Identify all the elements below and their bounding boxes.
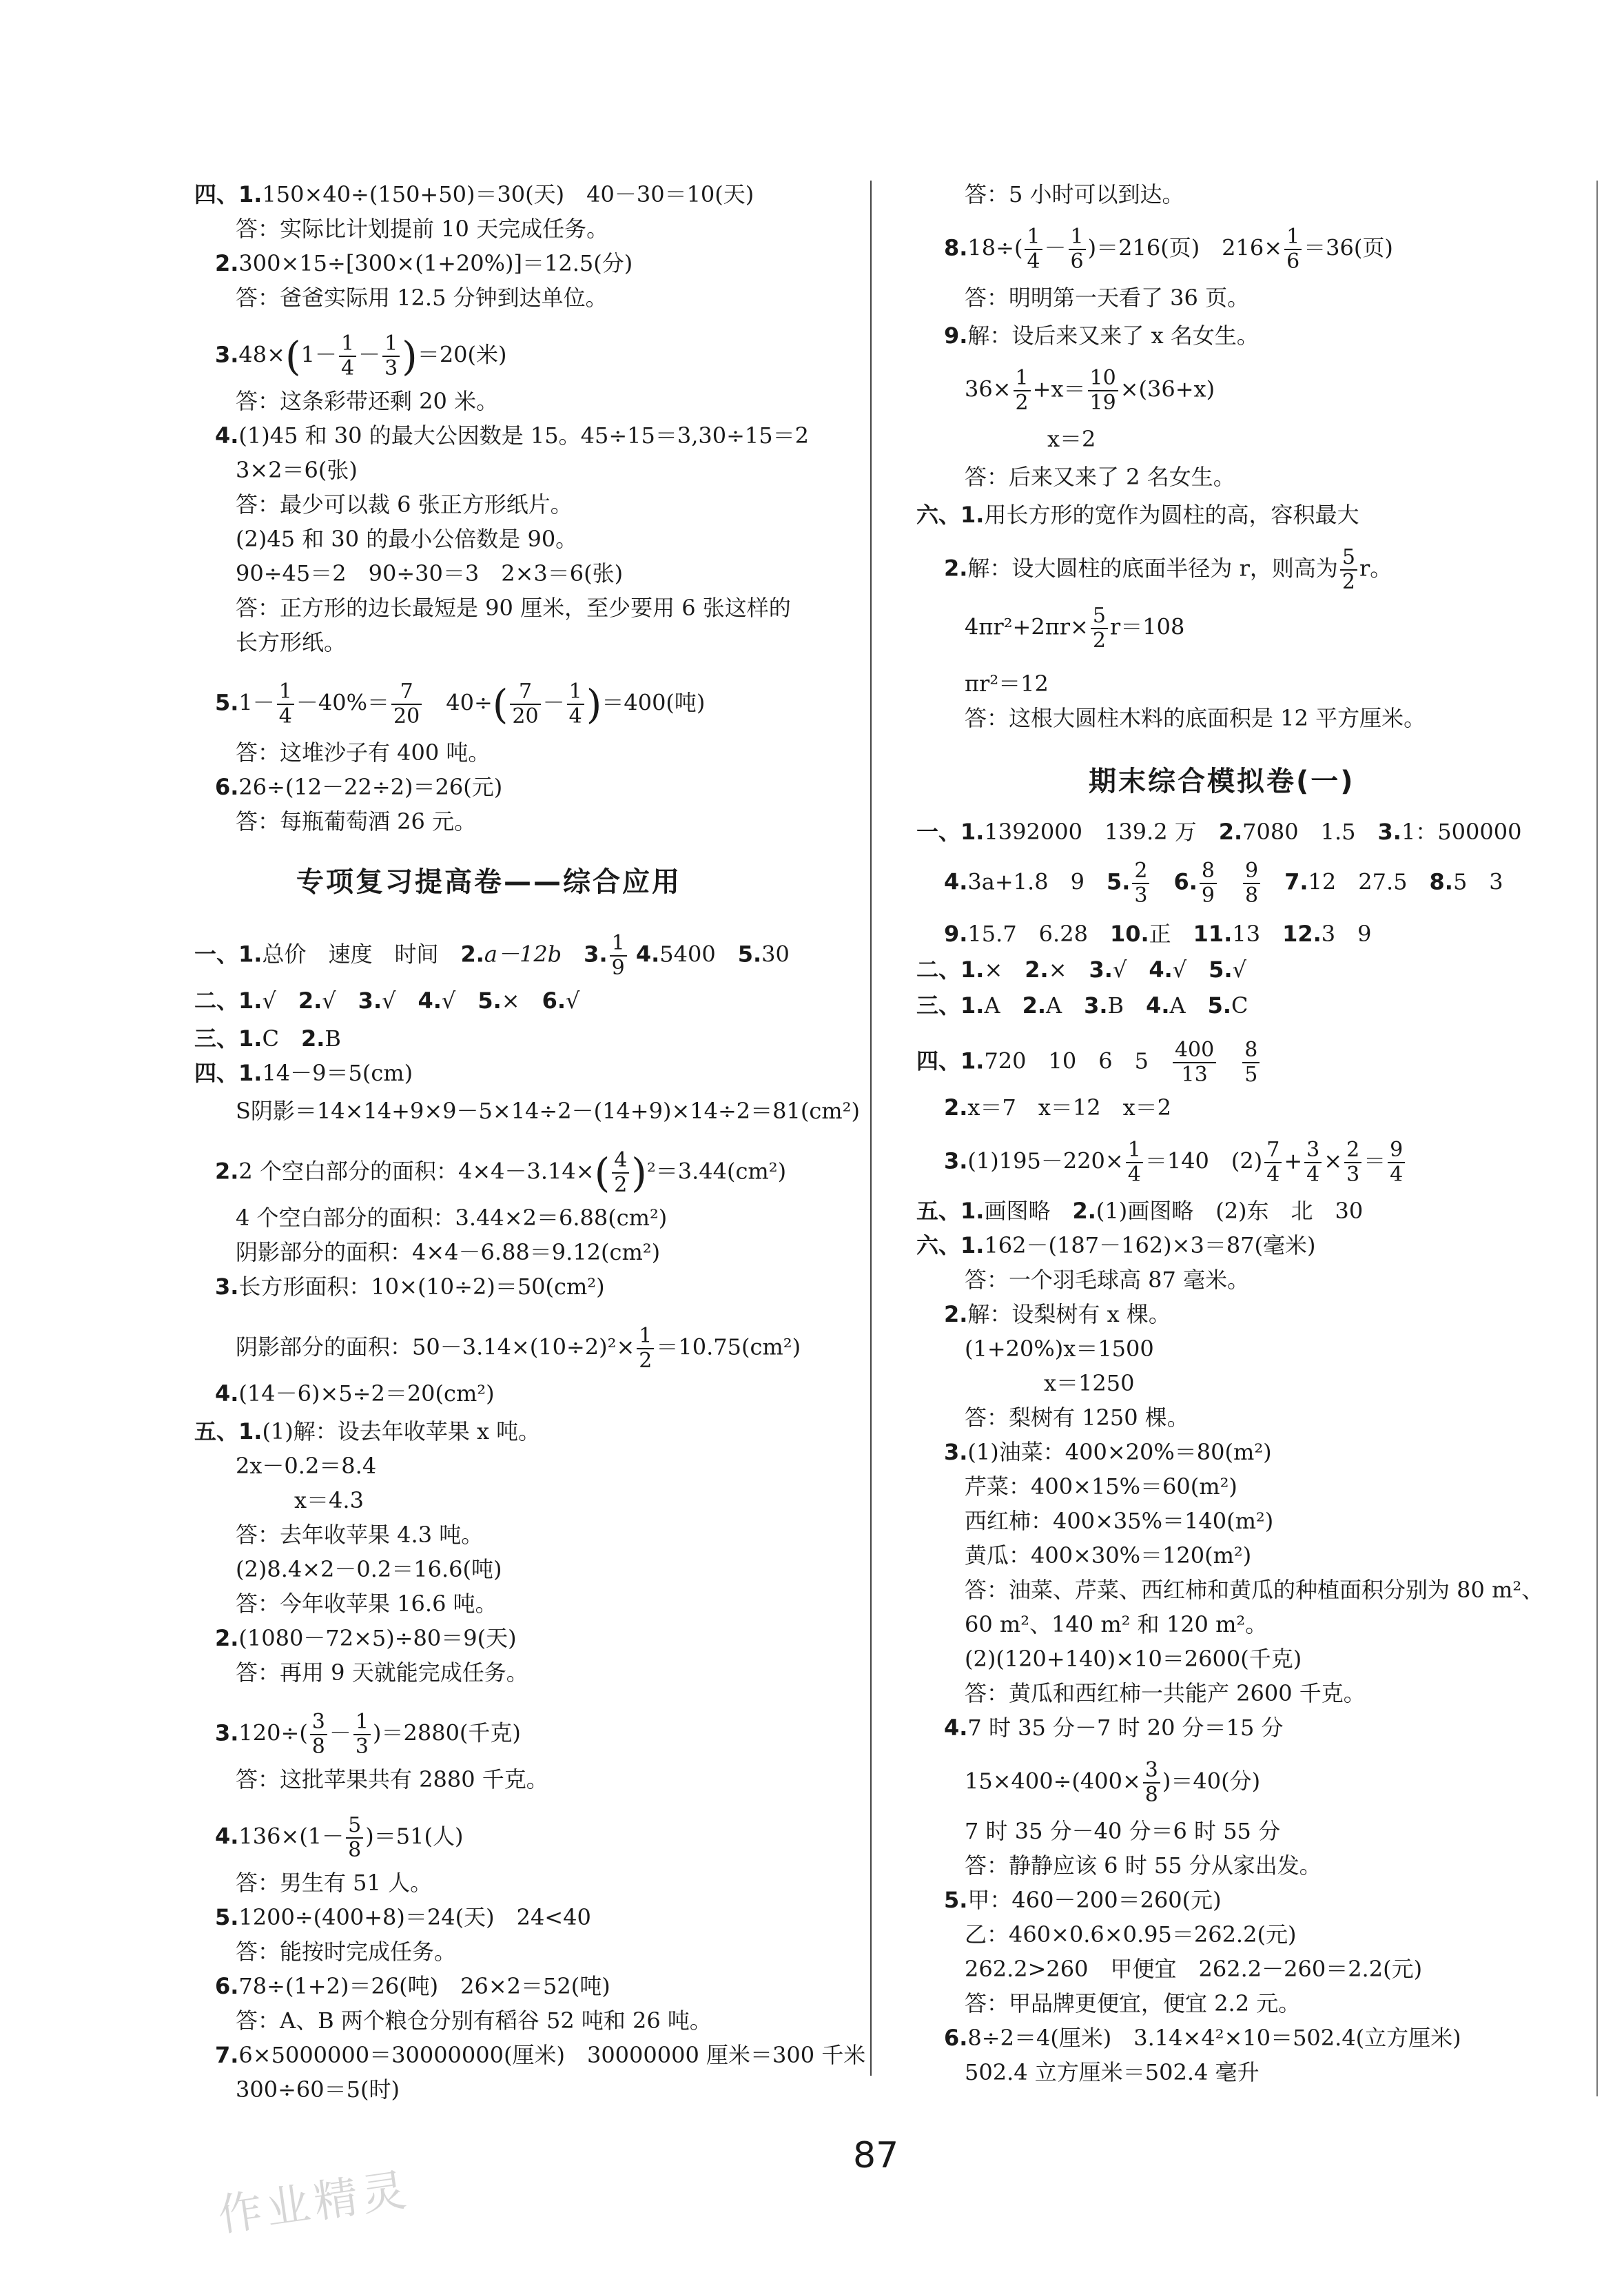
answer-line: 36× $\frac{1}{2}$ +x＝ $\frac{10}{19}$ ×(36+x) (965, 366, 1215, 415)
answer-line: 6.8÷2＝4(厘米) 3.14×4²×10＝502.4(立方厘米) (944, 2025, 1461, 2051)
answer-line: 答：这条彩带还剩 20 米。 (236, 388, 499, 414)
answer-line: 答：一个羽毛球高 87 毫米。 (965, 1267, 1250, 1293)
fraction: $\frac{5}{2}$ (1091, 604, 1108, 653)
fraction: $\frac{9}{8}$ (1243, 859, 1260, 908)
answer-line: 5.1－ $\frac{1}{4}$ －40%＝ $\frac{7}{20}$ 40÷( $\frac{7}{20}$ － $\frac{1}{4}$ )＝400(吨) (215, 679, 706, 728)
answer-line: 四、1.150×40÷(150+50)＝30(天) 40－30＝10(天) (194, 181, 754, 207)
fraction: $\frac{2}{3}$ (1344, 1138, 1361, 1187)
answer-line: 答：实际比计划提前 10 天完成任务。 (236, 216, 609, 242)
answer-line: S阴影＝14×14+9×9－5×14÷2－(14+9)×14÷2＝81(cm²) (236, 1098, 860, 1124)
answer-line: 答：后来又来了 2 名女生。 (965, 464, 1235, 490)
answer-line: 答：男生有 51 人。 (236, 1870, 433, 1896)
answer-line: 答：5 小时可以到达。 (965, 181, 1184, 207)
answer-line: 4 个空白部分的面积：3.44×2＝6.88(cm²) (236, 1205, 668, 1231)
answer-line: 2.解：设大圆柱的底面半径为 r，则高为 $\frac{5}{2}$ r。 (944, 545, 1392, 594)
fraction: $\frac{1}{4}$ (1126, 1138, 1143, 1187)
answer-line: 三、1.C 2.B (194, 1025, 341, 1052)
answer-line: 9.15.7 6.28 10.正 11.13 12.3 9 (944, 921, 1372, 947)
answer-line: 90÷45＝2 90÷30＝3 2×3＝6(张) (236, 560, 624, 586)
fraction: $\frac{5}{8}$ (346, 1814, 363, 1862)
fraction: $\frac{3}{8}$ (310, 1710, 327, 1759)
answer-line: 答：能按时完成任务。 (236, 1939, 457, 1965)
answer-line: 3×2＝6(张) (236, 457, 358, 483)
answer-line: 答：甲品牌更便宜，便宜 2.2 元。 (965, 1990, 1301, 2016)
answer-line: 阴影部分的面积：50－3.14×(10÷2)²× $\frac{1}{2}$ ＝10.75(cm²) (236, 1324, 801, 1373)
answer-line: 四、1.14－9＝5(cm) (194, 1060, 413, 1086)
answer-line: 9.解：设后来又来了 x 名女生。 (944, 323, 1259, 349)
fraction: $\frac{1}{6}$ (1069, 225, 1086, 274)
answer-line: 答：黄瓜和西红柿一共能产 2600 千克。 (965, 1680, 1366, 1706)
answer-line: 2.x＝7 x＝12 x＝2 (944, 1094, 1172, 1121)
fraction: $\frac{7}{4}$ (1264, 1138, 1282, 1187)
answer-line: 4.7 时 35 分－7 时 20 分＝15 分 (944, 1715, 1284, 1741)
answer-line: 答：这根大圆柱木料的底面积是 12 平方厘米。 (965, 705, 1426, 731)
answer-line: 4πr²+2πr× $\frac{5}{2}$ r＝108 (965, 604, 1185, 653)
watermark: 作业精灵 (215, 2164, 413, 2242)
answer-line: 答：这堆沙子有 400 吨。 (236, 739, 491, 766)
answer-line: x＝4.3 (294, 1487, 364, 1513)
answer-line: 四、1.720 10 6 5 $\frac{400}{13}$ $\frac{8}{5}$ (916, 1039, 1262, 1087)
page-number: 87 (853, 2135, 899, 2176)
page-edge-line (1596, 181, 1598, 2096)
fraction: $\frac{3}{4}$ (1304, 1138, 1322, 1187)
answer-line: 502.4 立方厘米＝502.4 毫升 (965, 2059, 1260, 2085)
answer-line: 262.2>260 甲便宜 262.2－260＝2.2(元) (965, 1956, 1423, 1982)
answer-line: 答：去年收苹果 4.3 吨。 (236, 1522, 484, 1548)
fraction: $\frac{1}{2}$ (1014, 367, 1031, 415)
section-heading: 专项复习提高卷——综合应用 (296, 866, 681, 898)
answer-line: 8.18÷( $\frac{1}{4}$ － $\frac{1}{6}$ )＝216(页) 216× $\frac{1}{6}$ ＝36(页) (944, 225, 1393, 274)
fraction: $\frac{4}{2}$ (612, 1149, 629, 1197)
fraction: $\frac{1}{3}$ (353, 1710, 371, 1759)
answer-line: 答：每瓶葡萄酒 26 元。 (236, 808, 477, 835)
answer-line: 2.(1080－72×5)÷80＝9(天) (215, 1625, 517, 1651)
fraction: $\frac{10}{19}$ (1088, 367, 1118, 415)
fraction: $\frac{5}{2}$ (1340, 546, 1357, 594)
fraction: $\frac{8}{5}$ (1242, 1039, 1260, 1087)
fraction: $\frac{1}{4}$ (567, 680, 584, 728)
fraction: $\frac{1}{3}$ (382, 332, 400, 380)
answer-line: 三、1.A 2.A 3.B 4.A 5.C (916, 992, 1248, 1019)
fraction: $\frac{1}{4}$ (277, 680, 294, 728)
section-heading: 期末综合模拟卷(一) (1089, 766, 1355, 797)
answer-line: 一、1.1392000 139.2 万 2.7080 1.5 3.1：500000 (916, 819, 1522, 845)
answer-line: (1+20%)x＝1500 (965, 1336, 1154, 1362)
answer-line: 7 时 35 分－40 分＝6 时 55 分 (965, 1818, 1281, 1844)
fraction: $\frac{1}{4}$ (1025, 225, 1042, 274)
answer-line: 60 m²、140 m² 和 120 m²。 (965, 1611, 1268, 1637)
answer-line: 4.(1)45 和 30 的最大公因数是 15。45÷15＝3,30÷15＝2 (215, 422, 809, 449)
fraction: $\frac{1}{6}$ (1284, 225, 1302, 274)
answer-line: 二、1.√ 2.√ 3.√ 4.√ 5.× 6.√ (194, 988, 580, 1014)
answer-line: 6.78÷(1+2)＝26(吨) 26×2＝52(吨) (215, 1973, 610, 1999)
answer-line: 2.解：设梨树有 x 棵。 (944, 1301, 1171, 1327)
answer-line: 15×400÷(400× $\frac{3}{8}$ )＝40(分) (965, 1758, 1261, 1807)
answer-line: 7.6×5000000＝30000000(厘米) 30000000 厘米＝300 千米 (215, 2042, 866, 2068)
answer-line: 4.3a+1.8 9 5. $\frac{2}{3}$ 6. $\frac{8}{9}$ $\frac{9}{8}$ 7.12 27.5 8.5 3 (944, 859, 1503, 908)
answer-line: 乙：460×0.6×0.95＝262.2(元) (965, 1921, 1297, 1948)
answer-line: 5.1200÷(400+8)＝24(天) 24<40 (215, 1904, 591, 1930)
answer-line: 答：明明第一天看了 36 页。 (965, 285, 1250, 311)
fraction: $\frac{3}{8}$ (1143, 1759, 1160, 1807)
fraction: $\frac{7}{20}$ (391, 680, 422, 728)
answer-line: 西红柿：400×35%＝140(m²) (965, 1508, 1274, 1534)
fraction: $\frac{1}{4}$ (339, 332, 356, 380)
answer-line: 阴影部分的面积：4×4－6.88＝9.12(cm²) (236, 1239, 661, 1265)
column-divider (870, 181, 872, 2076)
answer-line: 答：A、B 两个粮仓分别有稻谷 52 吨和 26 吨。 (236, 2007, 712, 2034)
answer-line: 5.甲：460－200＝260(元) (944, 1887, 1222, 1913)
answer-line: 答：今年收苹果 16.6 吨。 (236, 1591, 497, 1617)
answer-line: 2.300×15÷[300×(1+20%)]＝12.5(分) (215, 250, 633, 276)
answer-line: 答：梨树有 1250 棵。 (965, 1404, 1189, 1431)
answer-line: 答：最少可以裁 6 张正方形纸片。 (236, 491, 573, 518)
answer-line: 六、1.162－(187－162)×3＝87(毫米) (916, 1232, 1316, 1258)
answer-line: 芹菜：400×15%＝60(m²) (965, 1473, 1237, 1500)
answer-line: 一、1.总价 速度 时间 2.a－12b 3. $\frac{1}{9}$ 4.5400 5.30 (194, 931, 790, 980)
answer-line: (2)(120+140)×10＝2600(千克) (965, 1646, 1302, 1672)
fraction: $\frac{2}{3}$ (1132, 859, 1149, 908)
answer-line: 2x－0.2＝8.4 (236, 1453, 377, 1479)
answer-line: 2.2 个空白部分的面积：4×4－3.14×( $\frac{4}{2}$ )²＝3.44(cm²) (215, 1148, 787, 1197)
fraction: $\frac{9}{4}$ (1388, 1138, 1405, 1187)
answer-line: 答：这批苹果共有 2880 千克。 (236, 1766, 548, 1792)
answer-line: 答：爸爸实际用 12.5 分钟到达单位。 (236, 285, 608, 311)
answer-line: 4.136×(1－ $\frac{5}{8}$ )＝51(人) (215, 1813, 464, 1862)
answer-line: 3.长方形面积：10×(10÷2)＝50(cm²) (215, 1274, 605, 1300)
answer-line: 六、1.用长方形的宽作为圆柱的高，容积最大 (916, 502, 1359, 528)
answer-line: (2)8.4×2－0.2＝16.6(吨) (236, 1556, 502, 1582)
answer-line: (2)45 和 30 的最小公倍数是 90。 (236, 526, 578, 552)
answer-line: x＝1250 (1044, 1370, 1135, 1396)
answer-line: 答：静静应该 6 时 55 分从家出发。 (965, 1852, 1322, 1879)
fraction: $\frac{1}{9}$ (610, 932, 627, 980)
answer-line: 答：正方形的边长最短是 90 厘米，至少要用 6 张这样的 (236, 595, 791, 621)
answer-line: 黄瓜：400×30%＝120(m²) (965, 1542, 1252, 1568)
answer-line: 3.48×(1－ $\frac{1}{4}$ － $\frac{1}{3}$ )＝20(米) (215, 331, 507, 380)
answer-line: 五、1.画图略 2.(1)画图略 (2)东 北 30 (916, 1198, 1364, 1224)
fraction: $\frac{1}{2}$ (637, 1325, 654, 1373)
answer-line: 4.(14－6)×5÷2＝20(cm²) (215, 1380, 495, 1407)
fraction: $\frac{8}{9}$ (1200, 859, 1217, 908)
answer-line: πr²＝12 (965, 671, 1049, 697)
answer-line: 300÷60＝5(时) (236, 2076, 400, 2103)
answer-line: 二、1.× 2.× 3.√ 4.√ 5.√ (916, 957, 1246, 983)
answer-line: 五、1.(1)解：设去年收苹果 x 吨。 (194, 1418, 541, 1444)
answer-line: 答：再用 9 天就能完成任务。 (236, 1659, 528, 1686)
answer-line: 答：油菜、芹菜、西红柿和黄瓜的种植面积分别为 80 m²、 (965, 1577, 1544, 1603)
answer-line: 长方形纸。 (236, 629, 347, 655)
answer-line: x＝2 (1047, 426, 1096, 452)
answer-line: 3.(1)油菜：400×20%＝80(m²) (944, 1439, 1272, 1465)
fraction: $\frac{7}{20}$ (510, 680, 540, 728)
answer-line: 3.(1)195－220× $\frac{1}{4}$ ＝140 (2) $\frac{7}{4}$ + $\frac{3}{4}$ × $\frac{2}{3}$ ＝ $\frac{9}{4}$ (944, 1138, 1407, 1187)
answer-line: 3.120÷( $\frac{3}{8}$ － $\frac{1}{3}$ )＝2880(千克) (215, 1710, 521, 1759)
fraction: $\frac{400}{13}$ (1173, 1039, 1216, 1087)
answer-line: 6.26÷(12－22÷2)＝26(元) (215, 774, 503, 800)
